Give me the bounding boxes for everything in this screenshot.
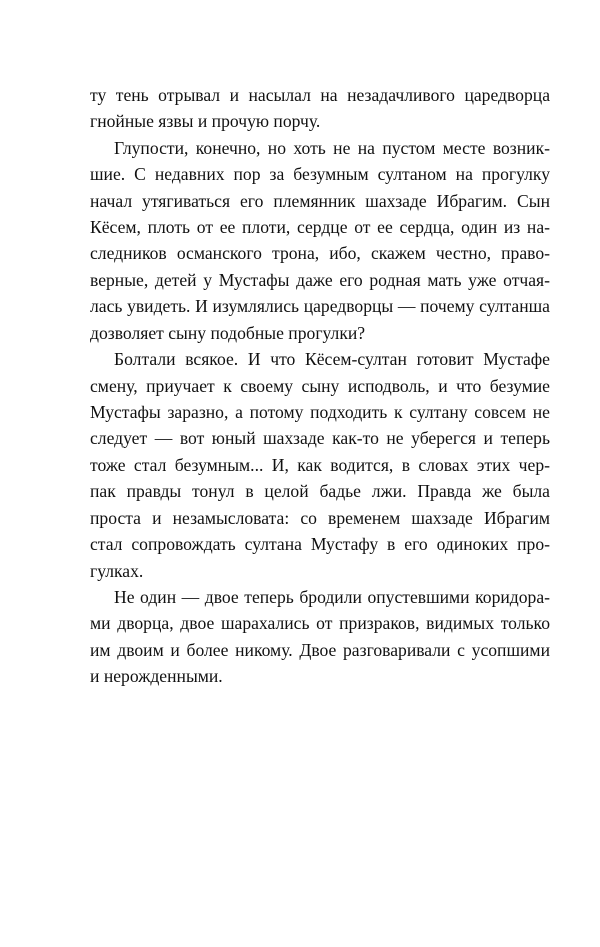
text-line: начал утягиваться его племянник шахзаде Ибрагим. Сын [90,191,550,211]
text-line: Не один — двое теперь бродили опустевшими коридора- [114,587,550,607]
text-line: смену, приучает к своему сыну исподволь, и что безумие [90,376,550,396]
text-line: проста и незамысловата: со временем шахзаде Ибрагим [90,508,550,528]
text-line: Мустафы заразно, а потому подходить к султану совсем не [90,402,550,422]
text-line: и нерожденными. [90,666,223,686]
text-line: следует — вот юный шахзаде как-то не уберегся и теперь [90,428,550,448]
text-line: лась увидеть. И изумлялись царедворцы — почему султанша [90,296,550,316]
text-line: им двоим и более никому. Двое разговаривали с усопшими [90,640,550,660]
text-line: гулках. [90,561,144,581]
text-line: Глупости, конечно, но хоть не на пустом месте возник- [114,138,550,158]
text-line: стал сопровождать султана Мустафу в его одиноких про- [90,534,550,554]
text-line: ту тень отрывал и насылал на незадачливого царедворца [90,85,550,105]
text-line: верные, детей у Мустафы даже его родная мать уже отчая- [90,270,550,290]
text-line: пак правды тонул в целой бадье лжи. Правда же была [90,481,550,501]
text-line: следников османского трона, ибо, скажем честно, право- [90,243,550,263]
text-line: гнойные язвы и прочую порчу. [90,111,321,131]
text-line: ми дворца, двое шарахались от призраков, видимых только [90,613,550,633]
text-line: Кёсем, плоть от ее плоти, сердце от ее сердца, один из на- [90,217,550,237]
text-line: шие. С недавних пор за безумным султаном на прогулку [90,164,550,184]
text-line: дозволяет сыну подобные прогулки? [90,323,366,343]
text-line: тоже стал безумным... И, как водится, в словах этих чер- [90,455,550,475]
text-line: Болтали всякое. И что Кёсем-султан готовит Мустафе [114,349,550,369]
